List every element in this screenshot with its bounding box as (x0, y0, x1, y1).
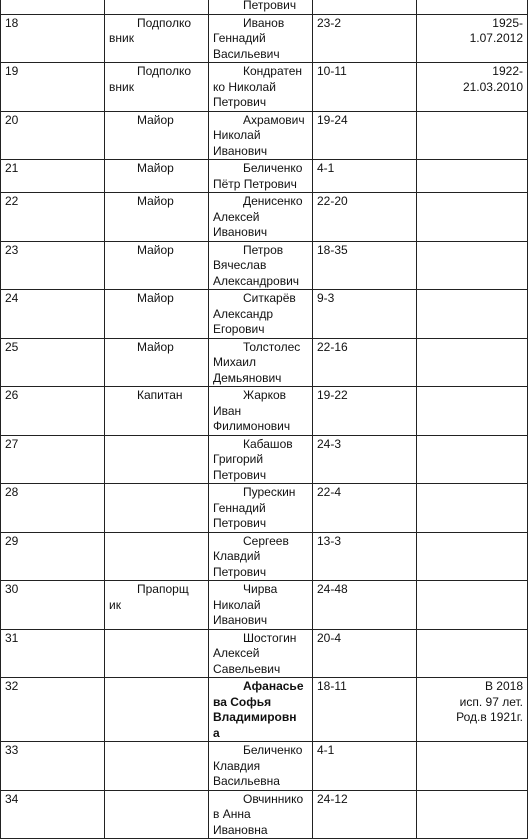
name-text: Денисенко (243, 194, 303, 208)
name-text: Алексей (213, 209, 260, 224)
name-text: Пётр Петрович (213, 176, 297, 191)
grave-cell: 24-3 (313, 435, 417, 484)
rank-cell (105, 532, 209, 581)
table-row (1, 532, 528, 581)
row-number-cell: 25 (1, 338, 105, 387)
rank-text: Подполко (137, 64, 192, 78)
name-text: Сергеев (243, 533, 289, 548)
name-text: Вячеслав (213, 258, 267, 272)
name-cell (209, 435, 313, 484)
grave-cell: 19-22 (313, 387, 417, 436)
name-text: Ивановна (213, 822, 268, 837)
grave-cell (313, 0, 417, 14)
row-number-cell: 20 (1, 111, 105, 160)
row-number-cell: 18 (1, 14, 105, 63)
name-text: Александрович (213, 273, 300, 288)
rank-text: ик (109, 597, 121, 612)
note-text: 1925- (492, 15, 523, 30)
name-text: Иванович (213, 143, 268, 158)
rank-cell (105, 0, 209, 14)
note-cell (417, 742, 528, 791)
row-number-cell: 22 (1, 193, 105, 242)
rank-text: Капитан (137, 388, 183, 402)
name-text: а (213, 725, 220, 740)
grave-cell: 24-12 (313, 790, 417, 839)
name-text: в Анна (213, 807, 251, 821)
rank-cell (105, 111, 209, 160)
name-text: ко Николай (213, 79, 276, 94)
note-text: В 2018 (484, 679, 523, 693)
rank-cell (105, 241, 209, 290)
name-text: Николай (213, 597, 261, 612)
rank-cell (105, 484, 209, 533)
rank-cell (105, 338, 209, 387)
rank-text: Майор (137, 339, 174, 354)
name-text: Иван (213, 403, 242, 418)
row-number-cell: 32 (1, 678, 105, 742)
note-text: 1.07.2012 (469, 31, 523, 45)
table-row (1, 193, 528, 242)
name-text: Беличенко (243, 161, 303, 175)
name-text: Васильевич (213, 46, 280, 61)
name-cell (209, 193, 313, 242)
note-cell (417, 290, 528, 339)
name-cell (209, 629, 313, 678)
note-cell (417, 629, 528, 678)
name-text: Ситкарёв (243, 291, 296, 305)
name-cell (209, 678, 313, 742)
name-text: Петрович (213, 95, 267, 109)
rank-text: Майор (137, 161, 174, 175)
name-cell (209, 790, 313, 839)
note-cell (417, 0, 528, 14)
table-row (1, 0, 528, 14)
rank-cell (105, 387, 209, 436)
note-cell (417, 790, 528, 839)
note-cell (417, 532, 528, 581)
row-number-cell: 28 (1, 484, 105, 533)
name-text: Алексей (213, 646, 260, 660)
rank-cell (105, 742, 209, 791)
note-cell (417, 14, 528, 63)
note-cell (417, 484, 528, 533)
note-text: 21.03.2010 (462, 79, 523, 94)
name-text: Петрович (213, 467, 267, 482)
note-cell (417, 241, 528, 290)
name-cell (209, 338, 313, 387)
row-number-cell: 34 (1, 790, 105, 839)
grave-cell: 23-2 (313, 14, 417, 63)
rank-cell (105, 290, 209, 339)
table-row (1, 581, 528, 630)
rank-cell (105, 14, 209, 63)
name-text: Иванович (213, 225, 268, 239)
name-text: Иванович (213, 613, 268, 627)
name-text: Егорович (213, 322, 265, 336)
rank-cell (105, 193, 209, 242)
grave-cell: 19-24 (313, 111, 417, 160)
name-text: Кабашов (243, 436, 293, 451)
name-text: Петрович (213, 564, 267, 579)
name-text: Геннадий (213, 31, 266, 45)
name-cell (209, 14, 313, 63)
name-cell (209, 63, 313, 112)
rank-cell (105, 435, 209, 484)
table-row (1, 111, 528, 160)
name-text: Чирва (243, 582, 278, 596)
table-row (1, 678, 528, 742)
rank-text: вник (109, 79, 134, 94)
name-text: Кондратен (243, 64, 303, 78)
table-row (1, 63, 528, 112)
name-text: Афанасье (243, 679, 304, 693)
name-text: Филимонович (213, 419, 291, 433)
grave-cell: 22-20 (313, 193, 417, 242)
rank-text: Подполко (137, 15, 192, 30)
name-text: Ахрамович (243, 112, 305, 127)
row-number-cell: 33 (1, 742, 105, 791)
row-number-cell: 29 (1, 532, 105, 581)
name-text: Михаил (213, 355, 256, 369)
name-text: Александр (213, 306, 274, 321)
table-row (1, 742, 528, 791)
grave-cell: 18-35 (313, 241, 417, 290)
name-cell (209, 290, 313, 339)
rank-text: Майор (137, 194, 174, 208)
name-text: Беличенко (243, 743, 303, 757)
row-number-cell: 19 (1, 63, 105, 112)
note-text: 1922- (492, 64, 523, 78)
note-cell (417, 435, 528, 484)
name-cell (209, 111, 313, 160)
row-number-cell: 30 (1, 581, 105, 630)
name-text: Петрович (213, 516, 267, 530)
name-text: Николай (213, 128, 261, 142)
name-text: Демьянович (213, 370, 282, 385)
name-cell (209, 241, 313, 290)
table-row (1, 338, 528, 387)
name-text: Васильевна (213, 774, 280, 788)
rank-cell (105, 581, 209, 630)
note-cell (417, 387, 528, 436)
grave-cell: 10-11 (313, 63, 417, 112)
row-number-cell (1, 0, 105, 14)
table-row (1, 290, 528, 339)
grave-cell: 22-16 (313, 338, 417, 387)
grave-cell: 13-3 (313, 532, 417, 581)
table-row (1, 435, 528, 484)
grave-cell: 18-11 (313, 678, 417, 742)
name-cell (209, 581, 313, 630)
note-text: исп. 97 лет. (459, 694, 523, 709)
grave-cell: 24-48 (313, 581, 417, 630)
note-cell (417, 111, 528, 160)
name-text: ва Софья (213, 694, 272, 709)
name-text: Овчиннико (243, 791, 304, 806)
name-text: Клавдий (213, 549, 261, 563)
row-number-cell: 26 (1, 387, 105, 436)
name-text: Геннадий (213, 500, 266, 515)
table-row (1, 160, 528, 193)
name-cell (209, 742, 313, 791)
grave-cell: 22-4 (313, 484, 417, 533)
name-cell (209, 387, 313, 436)
row-number-cell: 23 (1, 241, 105, 290)
row-number-cell: 31 (1, 629, 105, 678)
table-row (1, 14, 528, 63)
name-text: Иванов (243, 15, 285, 30)
note-cell (417, 63, 528, 112)
rank-cell (105, 678, 209, 742)
name-text: Жарков (243, 388, 286, 402)
name-text: Пурескин (243, 485, 296, 499)
table-row (1, 387, 528, 436)
rank-cell (105, 160, 209, 193)
table-row (1, 241, 528, 290)
note-cell (417, 678, 528, 742)
rank-text: Майор (137, 291, 174, 305)
name-cell (209, 0, 313, 14)
rank-cell (105, 790, 209, 839)
name-text: Владимировн (213, 710, 297, 724)
name-text: Клавдия (213, 758, 261, 773)
note-cell (417, 160, 528, 193)
name-cell (209, 484, 313, 533)
name-text: Петрович (243, 0, 297, 12)
grave-cell: 4-1 (313, 742, 417, 791)
note-cell (417, 338, 528, 387)
rank-cell (105, 629, 209, 678)
grave-cell: 20-4 (313, 629, 417, 678)
row-number-cell: 24 (1, 290, 105, 339)
name-text: Толстолес (243, 339, 301, 354)
row-number-cell: 27 (1, 435, 105, 484)
table-row (1, 790, 528, 839)
grave-cell: 4-1 (313, 160, 417, 193)
name-cell (209, 160, 313, 193)
rank-cell (105, 63, 209, 112)
note-cell (417, 581, 528, 630)
rank-text: Прапорщ (137, 582, 189, 596)
rank-text: Майор (137, 242, 174, 257)
note-text: Род.в 1921г. (456, 710, 523, 724)
table-body (1, 0, 528, 839)
table-row (1, 629, 528, 678)
name-cell (209, 532, 313, 581)
name-text: Савельевич (213, 661, 281, 676)
name-text: Петров (243, 242, 284, 257)
rank-text: вник (109, 31, 134, 45)
row-number-cell: 21 (1, 160, 105, 193)
grave-cell: 9-3 (313, 290, 417, 339)
rank-text: Майор (137, 112, 174, 127)
name-text: Шостогин (243, 630, 297, 645)
note-cell (417, 193, 528, 242)
name-text: Григорий (213, 452, 264, 466)
table-row (1, 484, 528, 533)
